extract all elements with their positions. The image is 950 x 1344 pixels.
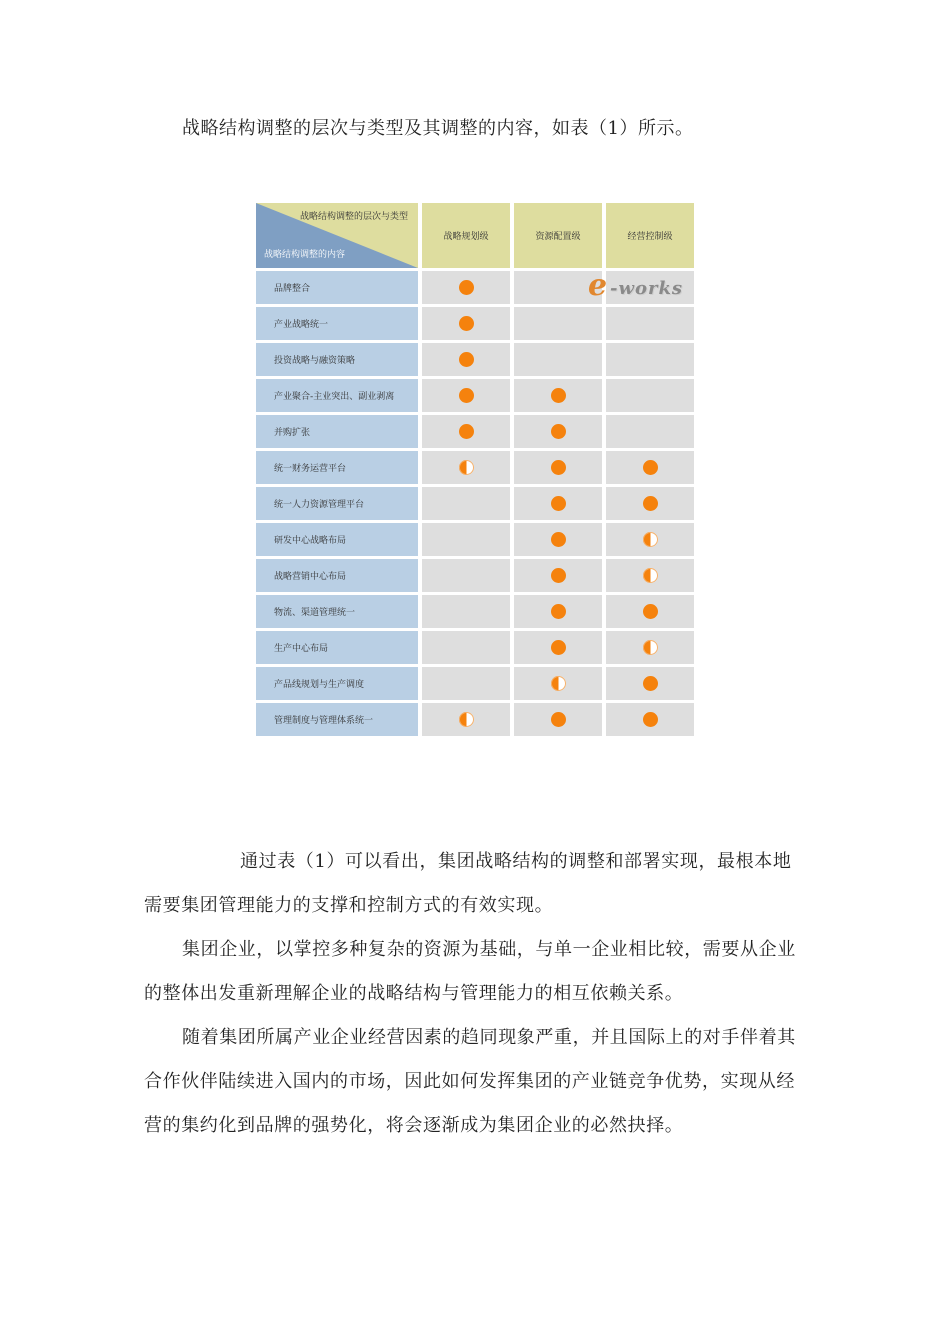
full-dot-icon bbox=[643, 496, 658, 511]
eworks-logo bbox=[588, 268, 692, 306]
full-dot-icon bbox=[643, 460, 658, 475]
half-dot-icon bbox=[643, 568, 658, 583]
full-dot-icon bbox=[643, 604, 658, 619]
row-label: 统一财务运营平台 bbox=[256, 451, 418, 487]
row-label: 战略营销中心布局 bbox=[256, 559, 418, 595]
row-label: 物流、渠道管理统一 bbox=[256, 595, 418, 631]
half-dot-icon bbox=[643, 532, 658, 547]
full-dot-icon bbox=[643, 676, 658, 691]
logo-works: -works bbox=[610, 278, 684, 299]
table-row bbox=[256, 379, 694, 415]
full-dot-icon bbox=[551, 532, 566, 547]
table-cell bbox=[602, 667, 694, 703]
table-cell bbox=[418, 379, 510, 415]
row-label: 产业战略统一 bbox=[256, 307, 418, 343]
full-dot-icon bbox=[459, 424, 474, 439]
paragraph-2: 集团企业，以掌控多种复杂的资源为基础，与单一企业相比较，需要从企业的整体出发重新理解企业的战略结构与管理能力的相互依赖关系。 bbox=[144, 939, 796, 1004]
table-cell bbox=[418, 307, 510, 343]
table-cell bbox=[602, 523, 694, 559]
table-row bbox=[256, 415, 694, 451]
corner-top-label: 战略结构调整的层次与类型 bbox=[299, 212, 408, 222]
column-header: 经营控制级 bbox=[602, 203, 694, 271]
table-row bbox=[256, 595, 694, 631]
table-cell bbox=[510, 379, 602, 415]
full-dot-icon bbox=[459, 316, 474, 331]
logo-e: e bbox=[588, 268, 608, 303]
full-dot-icon bbox=[459, 280, 474, 295]
table-cell bbox=[602, 343, 694, 379]
column-header: 战略规划级 bbox=[418, 203, 510, 271]
table-cell bbox=[418, 631, 510, 667]
row-label: 产业聚合-主业突出、副业剥离 bbox=[256, 379, 418, 415]
full-dot-icon bbox=[459, 388, 474, 403]
full-dot-icon bbox=[551, 568, 566, 583]
row-label: 品牌整合 bbox=[256, 271, 418, 307]
table-row bbox=[256, 703, 694, 739]
table-cell bbox=[418, 451, 510, 487]
table-header-row bbox=[256, 203, 694, 271]
corner-bottom-label: 战略结构调整的内容 bbox=[264, 250, 346, 260]
table-cell bbox=[602, 595, 694, 631]
table-cell bbox=[602, 703, 694, 739]
table-cell bbox=[510, 343, 602, 379]
table-row bbox=[256, 307, 694, 343]
half-dot-icon bbox=[643, 640, 658, 655]
half-dot-icon bbox=[551, 676, 566, 691]
column-header: 资源配置级 bbox=[510, 203, 602, 271]
full-dot-icon bbox=[551, 604, 566, 619]
table-row bbox=[256, 523, 694, 559]
full-dot-icon bbox=[459, 352, 474, 367]
half-dot-icon bbox=[459, 460, 474, 475]
table-cell bbox=[510, 703, 602, 739]
corner-cell bbox=[256, 203, 418, 271]
full-dot-icon bbox=[551, 712, 566, 727]
table-cell bbox=[418, 703, 510, 739]
row-label: 生产中心布局 bbox=[256, 631, 418, 667]
table-cell bbox=[510, 559, 602, 595]
table-cell bbox=[418, 559, 510, 595]
full-dot-icon bbox=[551, 388, 566, 403]
table-cell bbox=[418, 667, 510, 703]
table-cell bbox=[418, 523, 510, 559]
row-label: 并购扩张 bbox=[256, 415, 418, 451]
row-label: 投资战略与融资策略 bbox=[256, 343, 418, 379]
table-cell bbox=[602, 415, 694, 451]
table-cell bbox=[510, 523, 602, 559]
full-dot-icon bbox=[643, 712, 658, 727]
table-cell bbox=[510, 667, 602, 703]
table-cell bbox=[602, 631, 694, 667]
table-cell bbox=[418, 595, 510, 631]
table-cell bbox=[510, 451, 602, 487]
intro-text: 战略结构调整的层次与类型及其调整的内容，如表（1）所示。 bbox=[182, 118, 694, 139]
table-cell bbox=[602, 487, 694, 523]
table-cell bbox=[602, 379, 694, 415]
table-row bbox=[256, 487, 694, 523]
table-cell bbox=[510, 307, 602, 343]
row-label: 统一人力资源管理平台 bbox=[256, 487, 418, 523]
full-dot-icon bbox=[551, 460, 566, 475]
table-row bbox=[256, 631, 694, 667]
table-row bbox=[256, 451, 694, 487]
table-row bbox=[256, 559, 694, 595]
table-cell bbox=[418, 487, 510, 523]
paragraph-1: 通过表（1）可以看出，集团战略结构的调整和部署实现，最根本地需要集团管理能力的支撑和控制方式的有效实现。 bbox=[144, 851, 792, 916]
row-label: 研发中心战略布局 bbox=[256, 523, 418, 559]
table-row bbox=[256, 343, 694, 379]
table-cell bbox=[602, 451, 694, 487]
table-cell bbox=[510, 487, 602, 523]
full-dot-icon bbox=[551, 640, 566, 655]
table-cell bbox=[418, 271, 510, 307]
table-cell bbox=[602, 307, 694, 343]
full-dot-icon bbox=[551, 496, 566, 511]
table-row bbox=[256, 667, 694, 703]
table-cell bbox=[418, 415, 510, 451]
table-cell bbox=[418, 343, 510, 379]
table-cell bbox=[510, 595, 602, 631]
row-label: 产品线规划与生产调度 bbox=[256, 667, 418, 703]
table-cell bbox=[510, 631, 602, 667]
full-dot-icon bbox=[551, 424, 566, 439]
table-cell bbox=[602, 559, 694, 595]
paragraph-3: 随着集团所属产业企业经营因素的趋同现象严重，并且国际上的对手伴着其合作伙伴陆续进入国内的市场，因此如何发挥集团的产业链竞争优势，实现从经营的集约化到品牌的强势化，将会逐渐成为集团企业的必然抉择。 bbox=[144, 1027, 796, 1136]
row-label: 管理制度与管理体系统一 bbox=[256, 703, 418, 739]
table-cell bbox=[510, 415, 602, 451]
half-dot-icon bbox=[459, 712, 474, 727]
